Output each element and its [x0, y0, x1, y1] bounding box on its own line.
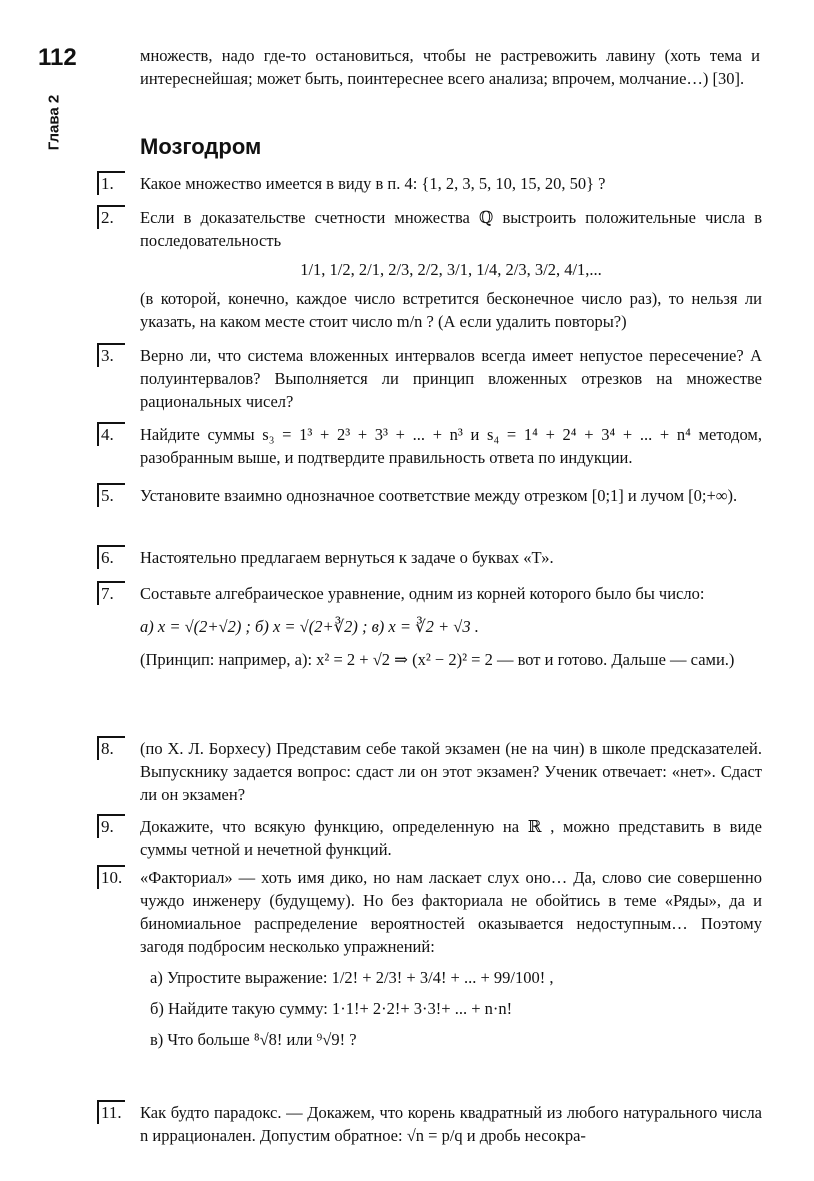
page-number: 112: [38, 44, 77, 71]
chapter-label: Глава 2: [45, 94, 63, 151]
intro-paragraph: множеств, надо где-то остановиться, чтобы не растревожить лавину (хоть тема и интереснейшая; может быть, поинтереснее всего анализа; впрочем, молчание…) [30].: [140, 46, 760, 88]
section-title: Мозгодром: [140, 134, 262, 159]
